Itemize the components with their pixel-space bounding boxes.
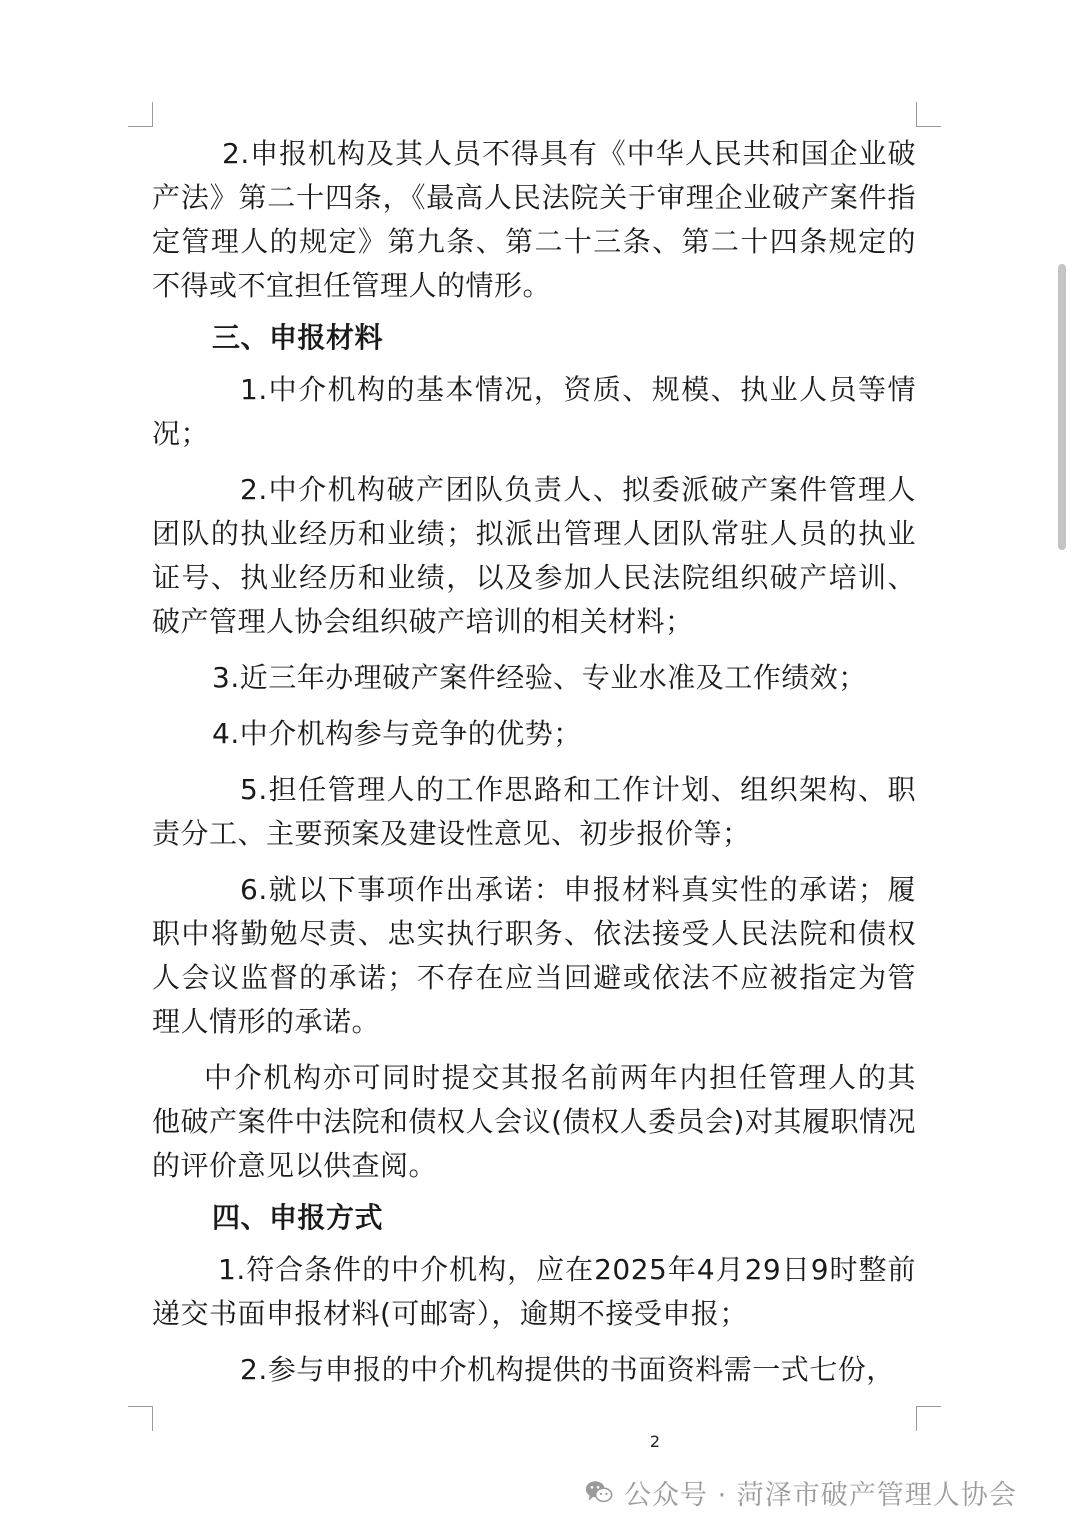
section-heading-method: 四、申报方式 [212,1201,384,1234]
material-item-3: 3.近三年办理破产案件经验、专业水准及工作绩效； [212,661,867,694]
watermark-text: 公众号 · 菏泽市破产管理人协会 [624,1479,1017,1511]
material-item-2: 2.中介机构破产团队负责人、拟委派破产案件管理人团队的执业经历和业绩；拟派出管理人团队常驻人员的执业证号、执业经历和业绩，以及参加人民法院组织破产培训、破产管理人协会组织破产培训的相关材料； [152,473,916,638]
bottom-left-margin-mark [128,1406,153,1431]
material-item-6: 6.就以下事项作出承诺：申报材料真实性的承诺；履职中将勤勉尽责、忠实执行职务、依法接受人民法院和债权人会议监督的承诺；不存在应当回避或依法不应被指定为管理人情形的承诺。 [152,873,916,1038]
wechat-icon [584,1477,614,1507]
page-number: 2 [649,1432,661,1451]
source-watermark [584,1472,1017,1512]
top-right-margin-mark [916,102,941,127]
paragraph-evaluation-opinions: 中介机构亦可同时提交其报名前两年内担任管理人的其他破产案件中法院和债权人会议(债权人委员会)对其履职情况的评价意见以供查阅。 [152,1061,916,1182]
material-item-4: 4.中介机构参与竞争的优势； [212,717,582,750]
top-left-margin-mark [128,102,153,127]
method-item-1: 1.符合条件的中介机构，应在2025年4月29日9时整前递交书面申报材料(可邮寄），逾期不接受申报； [152,1253,916,1330]
material-item-5: 5.担任管理人的工作思路和工作计划、组织架构、职责分工、主要预案及建设性意见、初步报价等； [152,773,916,850]
section-heading-materials: 三、申报材料 [212,321,384,354]
vertical-scrollbar[interactable] [1058,264,1066,550]
paragraph-disqualification: 2.申报机构及其人员不得具有《中华人民共和国企业破产法》第二十四条，《最高人民法院关于审理企业破产案件指定管理人的规定》第九条、第二十三条、第二十四条规定的不得或不宜担任管理人的情形。 [152,137,916,302]
method-item-2: 2.参与申报的中介机构提供的书面资料需一式七份， [240,1353,895,1386]
bottom-right-margin-mark [916,1406,941,1431]
document-body [152,132,916,1392]
material-item-1: 1.中介机构的基本情况，资质、规模、执业人员等情况； [152,373,916,450]
